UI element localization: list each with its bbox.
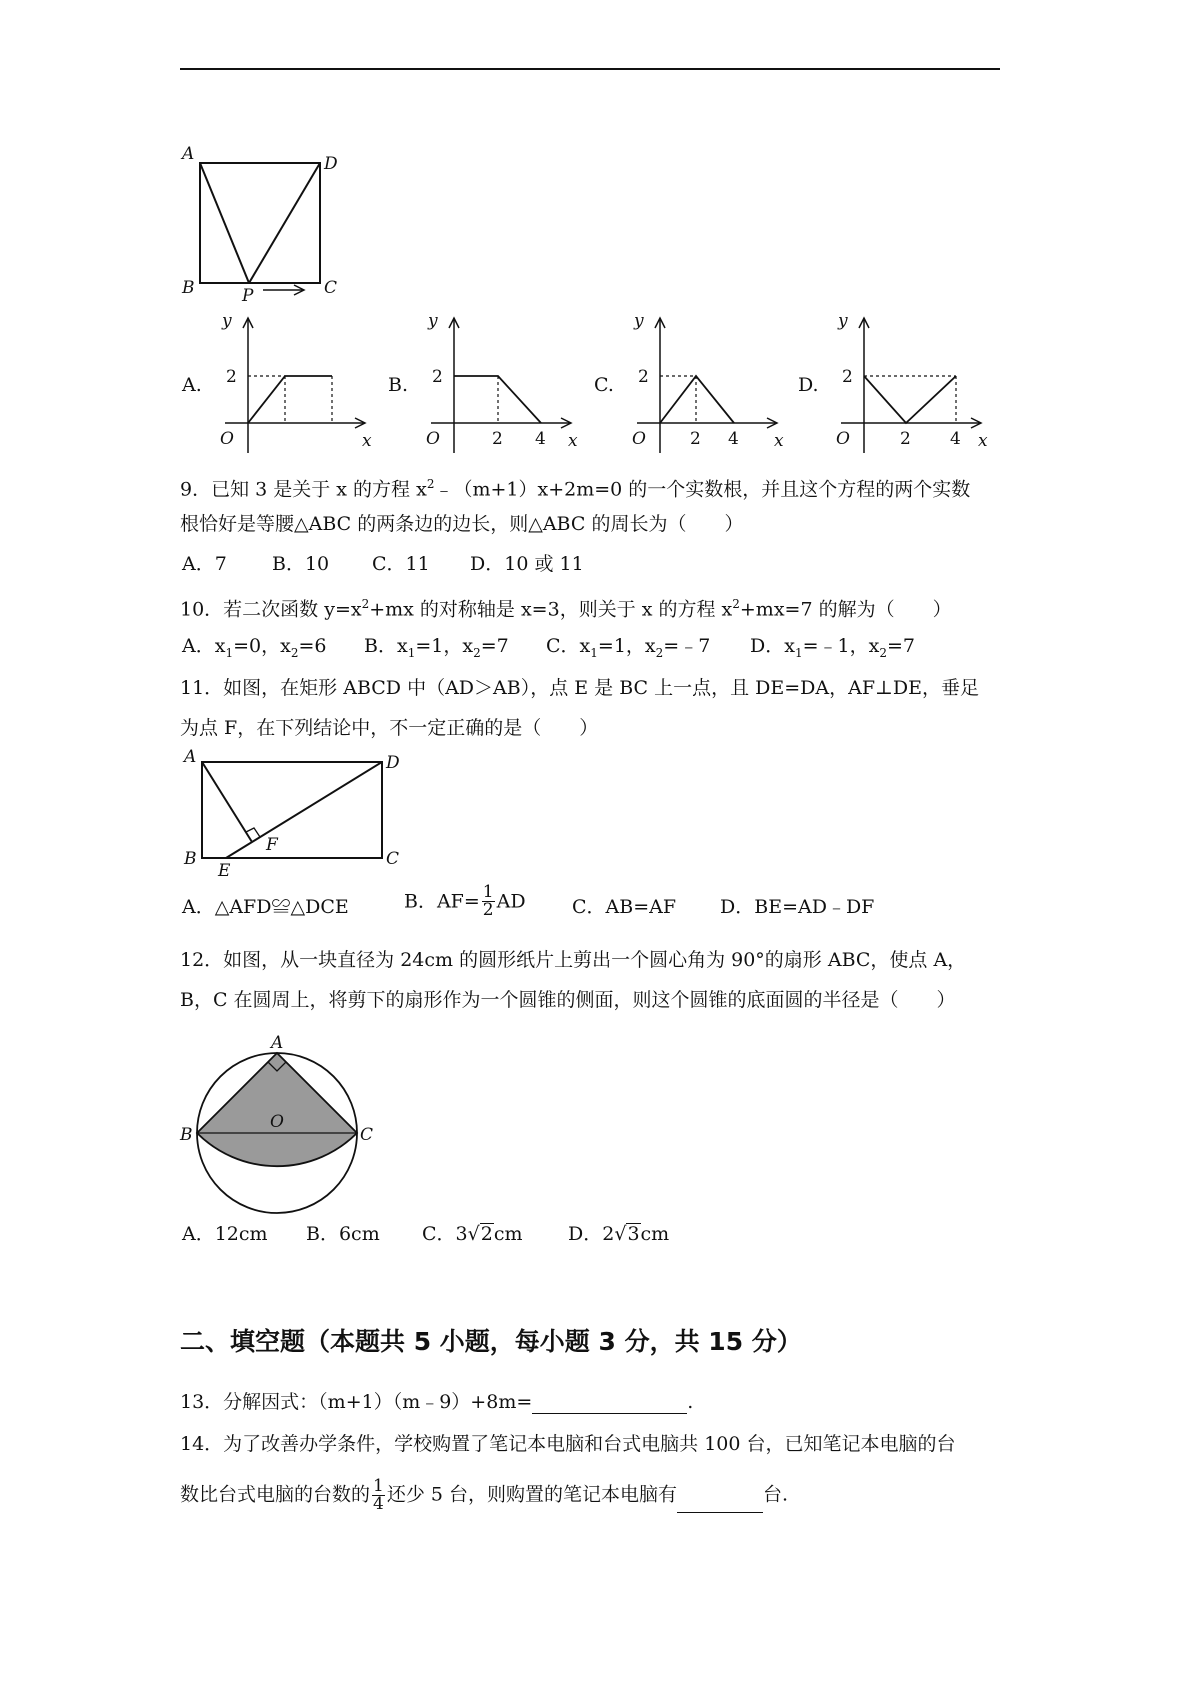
graph-option-b-label: B. (388, 374, 409, 396)
label-c: C (386, 849, 400, 869)
graph-d-y-label: y (838, 311, 848, 331)
header-rule (180, 68, 1000, 70)
q12-option-a: A．12cm (182, 1223, 268, 1245)
q13-blank[interactable] (532, 1393, 687, 1414)
label-b: B (184, 849, 197, 869)
q10-option-b: B．$x_1=1$，$x_2=7$ (364, 635, 509, 660)
graph-c-origin: O (632, 429, 646, 449)
q11-option-d: D．BE=AD﹣DF (720, 896, 875, 918)
q11-option-c: C．AB=AF (572, 896, 677, 918)
graph-c-curve (660, 376, 734, 423)
graph-b-x-tick-4: 4 (535, 429, 546, 449)
q14-blank[interactable] (677, 1492, 763, 1513)
q9-option-b: B．10 (272, 553, 330, 575)
label-d: D (386, 753, 400, 773)
q12-line2: B，C 在圆周上，将剪下的扇形作为一个圆锥的侧面，则这个圆锥的底面圆的半径是（ ） (180, 989, 956, 1011)
graph-b-y-tick: 2 (432, 367, 443, 387)
rectangle-abcd (202, 762, 382, 858)
graph-d-curve (864, 376, 956, 423)
graph-d-origin: O (836, 429, 850, 449)
graph-c-y-tick: 2 (638, 367, 649, 387)
q10-option-c: C．$x_1=1$，$x_2=﹣7$ (546, 635, 711, 660)
graph-c-x-label: x (774, 431, 784, 451)
graph-d-y-tick: 2 (842, 367, 853, 387)
q9-line1: 9．已知 3 是关于 x 的方程 $x^2﹣(m+1)x+2m=0$ 的一个实数根，并且这个方程的两个实数 (180, 477, 971, 501)
label-c: C (324, 278, 338, 298)
label-c: C (360, 1125, 374, 1145)
graph-b-x-label: x (568, 431, 578, 451)
segment-af (202, 762, 252, 842)
q11-line2: 为点 F，在下列结论中，不一定正确的是（ ） (180, 717, 599, 739)
graph-a-y-tick: 2 (226, 367, 237, 387)
q10-option-d: D．$x_1=﹣1$，$x_2=7$ (750, 635, 915, 660)
circle-sector-figure (176, 1030, 376, 1220)
graph-c-x-tick-2: 2 (690, 429, 701, 449)
label-d: D (324, 154, 338, 174)
label-o: O (270, 1112, 284, 1132)
graph-a (210, 308, 380, 458)
graph-a-origin: O (220, 429, 234, 449)
q11-option-b: B．AF= $\frac{1}{2}$ AD (404, 882, 526, 920)
graph-option-d-label: D. (798, 374, 819, 396)
segment-dp (249, 163, 320, 283)
sector-abc (197, 1053, 357, 1166)
graph-d-x-tick-2: 2 (900, 429, 911, 449)
graph-b-origin: O (426, 429, 440, 449)
graph-a-x-label: x (362, 431, 372, 451)
graph-option-a-label: A. (182, 374, 202, 396)
graph-d (826, 308, 996, 458)
graph-a-curve (248, 376, 332, 423)
q14-line1: 14．为了改善办学条件，学校购置了笔记本电脑和台式电脑共 100 台，已知笔记本电脑的台 (180, 1433, 956, 1455)
q11-line1: 11．如图，在矩形 ABCD 中（AD＞AB），点 E 是 BC 上一点，且 DE=DA，AF⊥DE，垂足 (180, 677, 979, 699)
q13-line: 13．分解因式：（m+1）（m﹣9）+8m= . (180, 1391, 694, 1413)
q14-line2: 数比台式电脑的台数的 $\frac{1}{4}$ 还少 5 台，则购置的笔记本电脑有 台. (180, 1476, 789, 1514)
q9-option-c: C．11 (372, 553, 430, 575)
section-2-heading: 二、填空题（本题共 5 小题，每小题 3 分，共 15 分） (180, 1327, 802, 1356)
q9-option-d: D．10 或 11 (470, 553, 584, 575)
segment-de (226, 762, 382, 858)
label-a: A (182, 145, 195, 164)
q12-option-c: C．3√2cm (422, 1223, 523, 1245)
q11-option-a: A．△AFD≌△DCE (182, 896, 349, 918)
q12-option-d: D．2√3cm (568, 1223, 670, 1245)
q9-option-a: A．7 (182, 553, 227, 575)
square-figure (178, 145, 358, 305)
label-e: E (218, 861, 231, 878)
graph-c-x-tick-4: 4 (728, 429, 739, 449)
graph-c (622, 308, 792, 458)
label-b: B (182, 278, 195, 298)
segment-ap (200, 163, 249, 283)
q9-line2: 根恰好是等腰△ABC 的两条边的边长，则△ABC 的周长为（ ） (180, 513, 744, 535)
label-p: P (242, 286, 254, 305)
label-a: A (184, 748, 197, 767)
q12-option-b: B．6cm (306, 1223, 380, 1245)
graph-c-y-label: y (634, 311, 644, 331)
graph-b (416, 308, 586, 458)
label-b: B (180, 1125, 193, 1145)
rectangle-figure (180, 748, 410, 878)
graph-b-y-label: y (428, 311, 438, 331)
label-f: F (266, 835, 278, 855)
graph-b-x-tick-2: 2 (492, 429, 503, 449)
graph-option-c-label: C. (594, 374, 614, 396)
graph-d-x-label: x (978, 431, 988, 451)
q12-line1: 12．如图，从一块直径为 24cm 的圆形纸片上剪出一个圆心角为 90°的扇形 ABC，使点 A， (180, 949, 967, 971)
label-a: A (271, 1033, 284, 1053)
graph-a-y-label: y (222, 311, 232, 331)
graph-d-x-tick-4: 4 (950, 429, 961, 449)
q10-option-a: A．$x_1=0$，$x_2=6$ (182, 635, 327, 660)
q10-stem: 10．若二次函数 $y=x^2+mx$ 的对称轴是 x=3，则关于 x 的方程 $x^2+mx=7$ 的解为（ ） (180, 597, 952, 621)
